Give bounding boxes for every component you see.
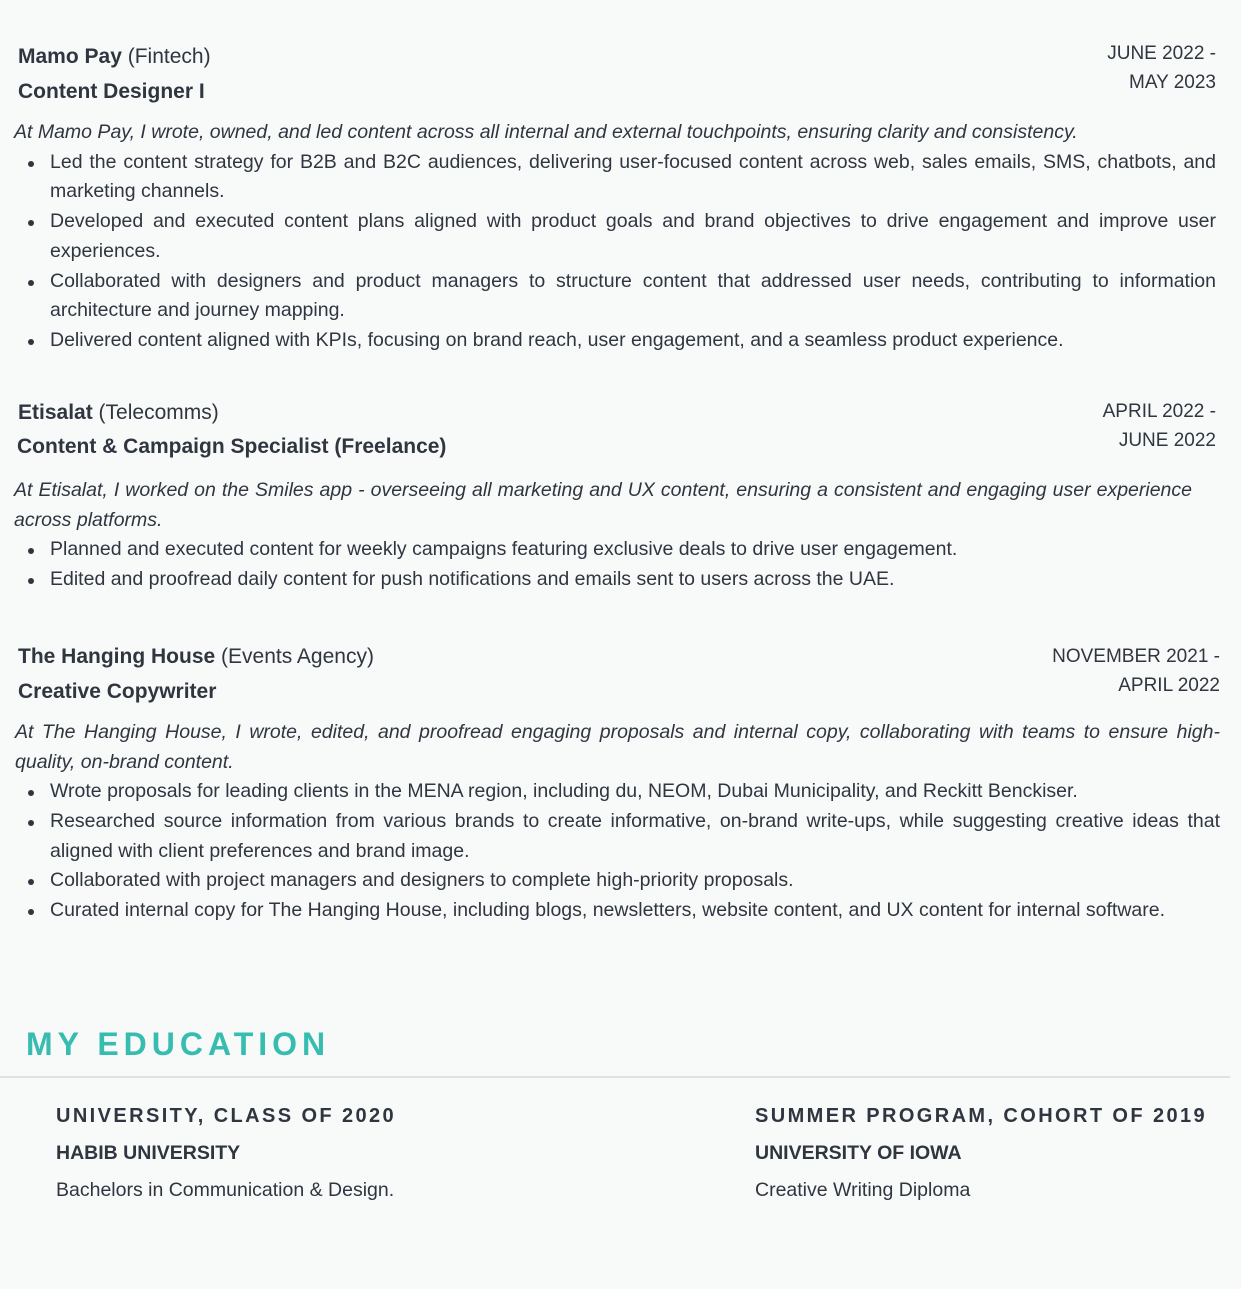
job-header [14, 42, 1216, 122]
job-summary: At Mamo Pay, I wrote, owned, and led content across all internal and external touchpoints, ensuring clarity and consistency. [14, 121, 1078, 143]
education-entry-habib [56, 1102, 676, 1204]
education-degree: Creative Writing Diploma [755, 1179, 971, 1201]
education-entry-iowa [755, 1102, 1225, 1204]
job-title: Content Designer I [18, 80, 205, 103]
date-start: NOVEMBER 2021 - [1052, 646, 1220, 667]
list-item: Wrote proposals for leading clients in the MENA region, including du, NEOM, Dubai Municipality, and Reckitt Benckiser. [50, 777, 1220, 807]
education-school: UNIVERSITY OF IOWA [755, 1142, 962, 1164]
job-mamo-pay [14, 42, 1216, 356]
company-line [18, 642, 374, 672]
job-the-hanging-house [14, 642, 1220, 926]
date-start: JUNE 2022 - [1107, 43, 1216, 64]
job-etisalat [14, 398, 1216, 595]
job-header [14, 642, 1220, 722]
job-dates [1107, 39, 1216, 97]
list-item: Led the content strategy for B2B and B2C audiences, delivering user-focused content across web, sales emails, SMS, chatbots, and marketing channels. [50, 148, 1216, 208]
list-item: Curated internal copy for The Hanging House, including blogs, newsletters, website content, and UX content for internal software. [50, 896, 1220, 926]
education-heading: MY EDUCATION [26, 1026, 331, 1062]
date-end: APRIL 2022 [1118, 675, 1220, 696]
job-bullets [14, 777, 1220, 926]
company-line [18, 398, 219, 428]
list-item: Researched source information from various brands to create informative, on-brand write-ups, while suggesting creative ideas that aligned with client preferences and brand image. [50, 807, 1220, 867]
list-item: Edited and proofread daily content for push notifications and emails sent to users across the UAE. [50, 565, 1216, 595]
education-degree: Bachelors in Communication & Design. [56, 1179, 395, 1201]
company-industry: (Fintech) [127, 45, 211, 68]
company-name: Mamo Pay [18, 45, 122, 68]
job-dates [1103, 397, 1216, 455]
education-level: UNIVERSITY, CLASS OF 2020 [56, 1105, 397, 1127]
company-name: The Hanging House [18, 645, 216, 668]
list-item: Collaborated with designers and product managers to structure content that addressed user needs, contributing to information architecture and journey mapping. [50, 267, 1216, 327]
job-header [14, 398, 1216, 478]
date-start: APRIL 2022 - [1102, 401, 1216, 422]
education-level: SUMMER PROGRAM, COHORT OF 2019 [755, 1105, 1208, 1127]
job-title: Creative Copywriter [18, 680, 217, 703]
company-name: Etisalat [18, 401, 93, 424]
date-end: JUNE 2022 [1118, 430, 1216, 451]
job-bullets [14, 148, 1216, 357]
job-bullets [14, 535, 1216, 595]
list-item: Developed and executed content plans aligned with product goals and brand objectives to drive engagement and improve user experiences. [50, 207, 1216, 267]
job-summary: At Etisalat, I worked on the Smiles app - overseeing all marketing and UX content, ensuring a consistent and engaging user experience across platforms. [14, 479, 1192, 531]
company-line [18, 42, 211, 72]
job-title: Content & Campaign Specialist (Freelance) [17, 435, 447, 458]
company-industry: (Telecomms) [98, 401, 219, 424]
date-end: MAY 2023 [1129, 72, 1216, 93]
education-school: HABIB UNIVERSITY [56, 1142, 241, 1164]
list-item: Delivered content aligned with KPIs, focusing on brand reach, user engagement, and a seamless product experience. [50, 326, 1216, 356]
list-item: Collaborated with project managers and designers to complete high-priority proposals. [50, 866, 1220, 896]
job-summary: At The Hanging House, I wrote, edited, and proofread engaging proposals and internal copy, collaborating with teams to ensure high-quality, on-brand content. [15, 721, 1220, 773]
section-divider [0, 1076, 1230, 1078]
job-dates [1052, 642, 1220, 700]
list-item: Planned and executed content for weekly campaigns featuring exclusive deals to drive user engagement. [50, 535, 1216, 565]
company-industry: (Events Agency) [221, 645, 374, 668]
